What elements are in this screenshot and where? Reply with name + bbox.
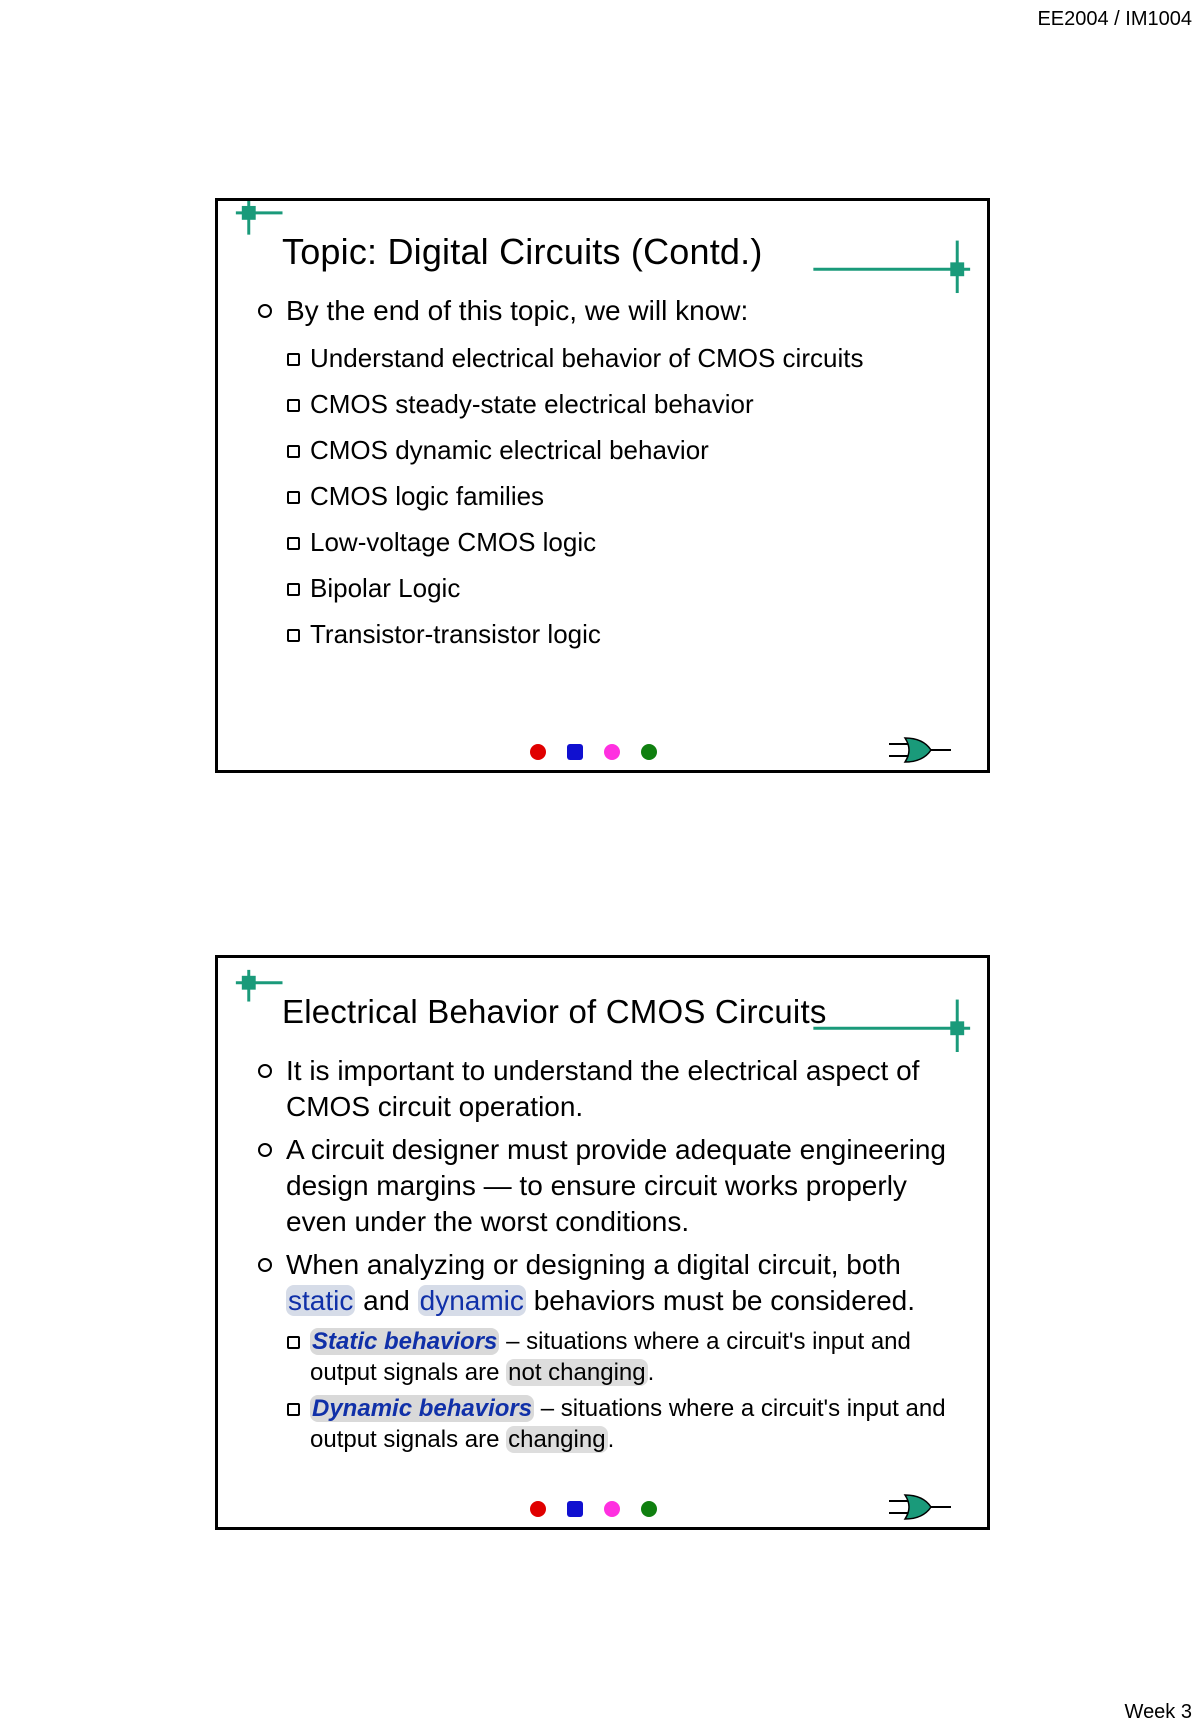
keyword-dynamic: dynamic xyxy=(419,1285,524,1316)
square-bullet-icon xyxy=(287,399,300,412)
list-item xyxy=(285,341,961,375)
course-code: EE2004 / IM1004 xyxy=(1037,8,1192,30)
sub-bullet-text: Static behaviors – situations where a circuit's input and output signals are not changing. xyxy=(310,1328,911,1386)
green-dot-icon[interactable] xyxy=(641,1501,657,1517)
red-dot-icon[interactable] xyxy=(530,1501,546,1517)
list-item xyxy=(285,433,961,467)
list-item-text: Bipolar Logic xyxy=(310,573,461,603)
red-dot-icon[interactable] xyxy=(530,744,546,760)
sub-bullet-text: Dynamic behaviors – situations where a circuit's input and output signals are changing. xyxy=(310,1395,946,1453)
list-item-text: CMOS logic families xyxy=(310,481,545,511)
slide-topic-digital-circuits xyxy=(215,198,990,773)
slide-body xyxy=(256,1053,961,1460)
bullet xyxy=(256,1247,961,1319)
square-bullet-icon xyxy=(287,583,300,596)
blue-square-icon[interactable] xyxy=(567,1501,583,1517)
highlight-not-changing: not changing xyxy=(508,1359,646,1386)
square-bullet-icon xyxy=(287,491,300,504)
list-item xyxy=(285,617,961,651)
list-item-text: Low-voltage CMOS logic xyxy=(310,527,597,557)
intro-bullet xyxy=(256,293,961,329)
bullet-text: A circuit designer must provide adequate engineering design margins — to ensure circuit works properly even under the worst conditions. xyxy=(286,1134,946,1237)
square-bullet-icon xyxy=(287,537,300,550)
list-item xyxy=(285,387,961,421)
green-dot-icon[interactable] xyxy=(641,744,657,760)
term-dynamic-behaviors: Dynamic behaviors xyxy=(312,1395,533,1422)
square-bullet-icon xyxy=(287,353,300,366)
list-item xyxy=(285,525,961,559)
list-item-text: Understand electrical behavior of CMOS circuits xyxy=(310,343,864,373)
square-bullet-icon xyxy=(287,445,300,458)
blue-square-icon[interactable] xyxy=(567,744,583,760)
magenta-dot-icon[interactable] xyxy=(604,1501,620,1517)
or-gate-icon xyxy=(889,1492,951,1522)
intro-text: By the end of this topic, we will know: xyxy=(286,295,749,326)
bullet-text: When analyzing or designing a digital circuit, both static and dynamic behaviors must be considered. xyxy=(286,1249,916,1316)
square-bullet-icon xyxy=(287,1336,300,1349)
circle-bullet-icon xyxy=(258,1143,272,1157)
list-item-text: CMOS steady-state electrical behavior xyxy=(310,389,754,419)
list-item-text: CMOS dynamic electrical behavior xyxy=(310,435,709,465)
magenta-dot-icon[interactable] xyxy=(604,744,620,760)
circle-bullet-icon xyxy=(258,304,272,318)
square-bullet-icon xyxy=(287,1403,300,1416)
bullet xyxy=(256,1053,961,1125)
slide-title: Topic: Digital Circuits (Contd.) xyxy=(282,231,763,272)
list-item xyxy=(285,571,961,605)
circle-bullet-icon xyxy=(258,1064,272,1078)
list-item xyxy=(285,479,961,513)
bullet xyxy=(256,1132,961,1240)
slide-electrical-behavior xyxy=(215,955,990,1530)
nav-dots xyxy=(530,744,678,760)
slide-body xyxy=(256,293,961,651)
highlight-changing: changing xyxy=(508,1426,606,1453)
bullet-text: It is important to understand the electrical aspect of CMOS circuit operation. xyxy=(286,1055,920,1122)
slide-title: Electrical Behavior of CMOS Circuits xyxy=(282,993,827,1030)
term-static-behaviors: Static behaviors xyxy=(312,1328,498,1355)
week-label: Week 3 xyxy=(1124,1701,1192,1723)
nav-dots xyxy=(530,1501,678,1517)
or-gate-icon xyxy=(889,735,951,765)
list-item-text: Transistor-transistor logic xyxy=(310,619,601,649)
sub-bullet xyxy=(285,1393,961,1455)
circle-bullet-icon xyxy=(258,1258,272,1272)
sub-bullet xyxy=(285,1326,961,1388)
square-bullet-icon xyxy=(287,629,300,642)
keyword-static: static xyxy=(288,1285,354,1316)
